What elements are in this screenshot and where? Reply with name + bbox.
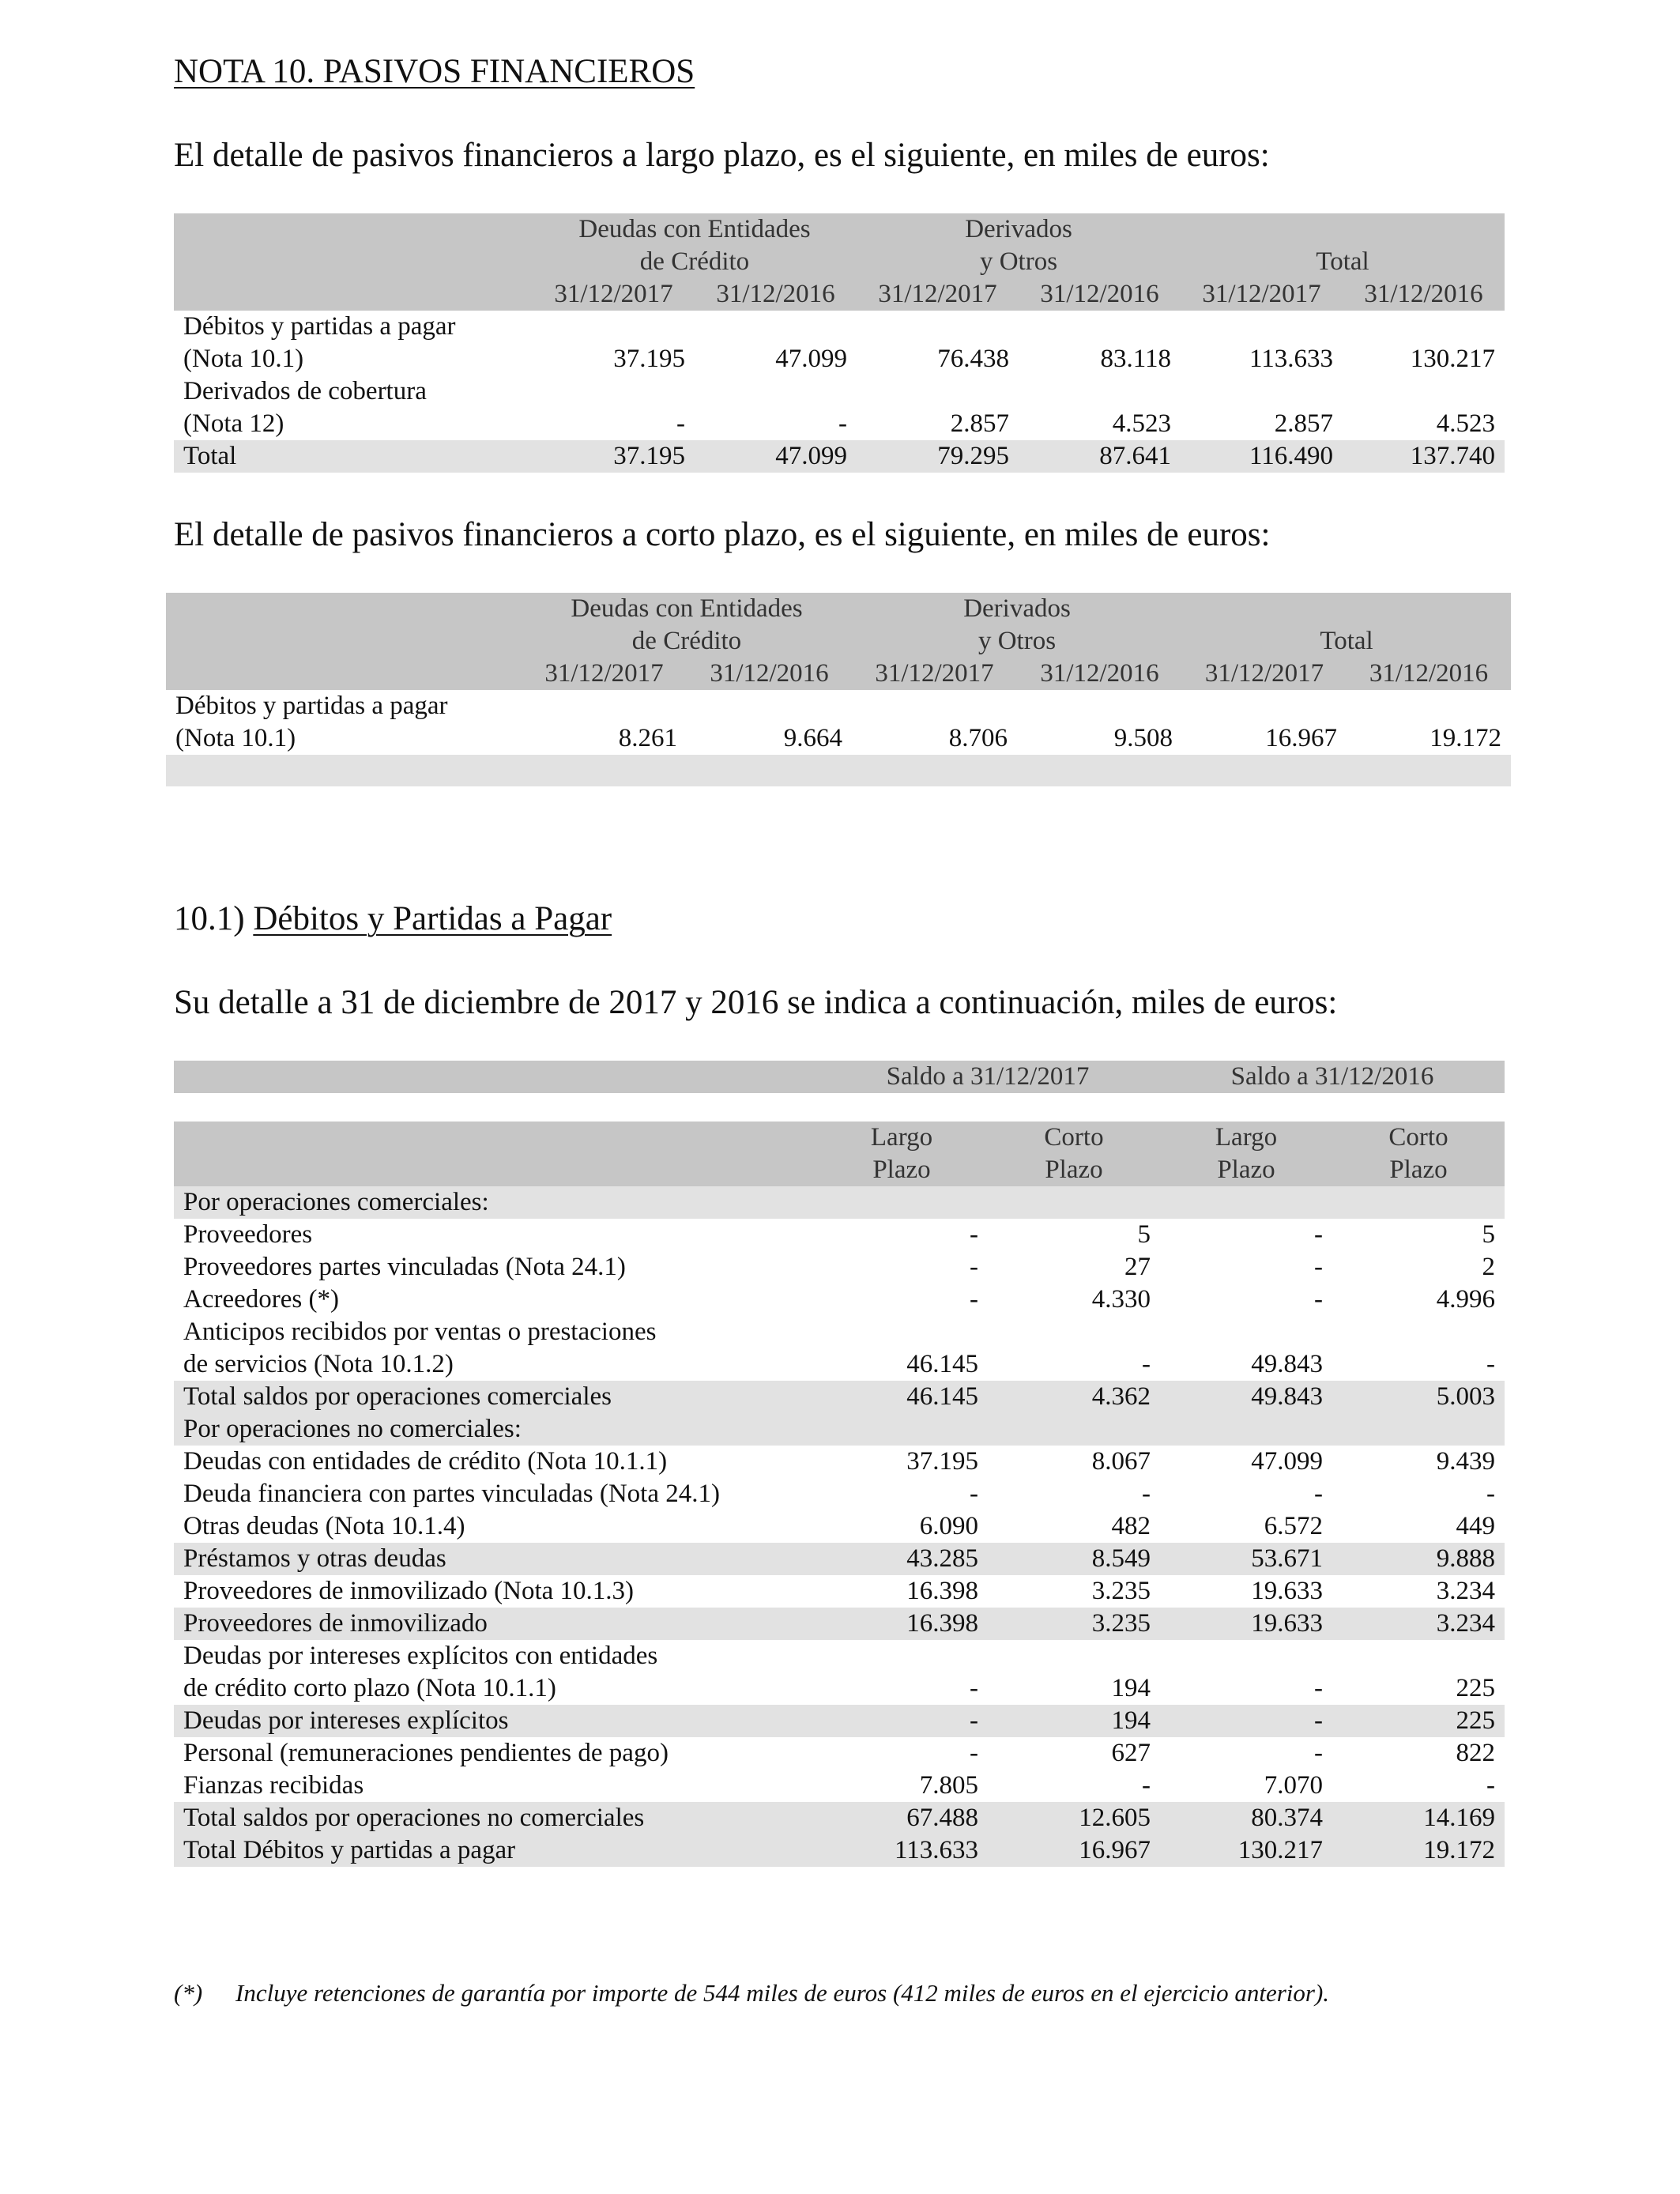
- cell-value: 16.967: [1265, 724, 1338, 752]
- cell-value: 80.374: [1160, 1802, 1332, 1834]
- cell-value: [988, 1640, 1160, 1672]
- table-row: [174, 1413, 1505, 1446]
- row-label: Por operaciones no comerciales:: [174, 1413, 816, 1446]
- cell-value: -: [676, 409, 685, 438]
- row-label: Deudas por intereses explícitos con entidades: [183, 1642, 658, 1670]
- row-label: (Nota 12): [183, 409, 284, 438]
- col-header-corto: Corto: [988, 1122, 1160, 1154]
- cell-value: -: [1160, 1705, 1332, 1737]
- page-title: NOTA 10. PASIVOS FINANCIEROS: [174, 53, 695, 90]
- cell-value: -: [1142, 1350, 1151, 1378]
- cell-value: 225: [1456, 1674, 1495, 1702]
- group-header-total: Total: [1181, 246, 1505, 278]
- date-header: 31/12/2016: [1343, 278, 1505, 311]
- row-label: Proveedores: [183, 1220, 313, 1249]
- cell-value: 87.641: [1019, 440, 1181, 473]
- cell-value: 47.099: [775, 345, 847, 373]
- cell-value: 8.706: [948, 724, 1008, 752]
- cell-value: 19.172: [1332, 1834, 1505, 1867]
- cell-value: 8.261: [618, 724, 677, 752]
- cell-value: 194: [1111, 1674, 1151, 1702]
- cell-value: [816, 1186, 988, 1219]
- row-label: Proveedores de inmovilizado (Nota 10.1.3): [183, 1577, 635, 1605]
- total-row: [174, 440, 1505, 473]
- date-header: 31/12/2016: [695, 278, 857, 311]
- table-row: [174, 343, 1505, 375]
- cell-value: -: [1142, 1480, 1151, 1508]
- cell-value: [1160, 1316, 1332, 1348]
- row-label: Total saldos por operaciones comerciales: [174, 1381, 816, 1413]
- table-row: [174, 1381, 1505, 1413]
- col-header-plazo: Plazo: [816, 1154, 988, 1186]
- table-row: [174, 1316, 1505, 1348]
- row-label: Proveedores de inmovilizado: [174, 1608, 816, 1640]
- table-row: [174, 1608, 1505, 1640]
- group-header-derivatives-l1: Derivados: [852, 593, 1182, 625]
- row-label: Proveedores partes vinculadas (Nota 24.1): [183, 1253, 626, 1281]
- cell-value: [1332, 1413, 1505, 1446]
- row-label: Préstamos y otras deudas: [174, 1543, 816, 1575]
- cell-value: -: [970, 1220, 978, 1249]
- cell-value: [1160, 1186, 1332, 1219]
- table-row: [174, 1672, 1505, 1705]
- row-label: Deuda financiera con partes vinculadas (Nota 24.1): [183, 1480, 720, 1508]
- cell-value: 627: [1111, 1739, 1151, 1767]
- section-title: Débitos y Partidas a Pagar: [253, 900, 612, 937]
- footnote-text: Incluye retenciones de garantía por importe de 544 miles de euros (412 miles de euros en el ejercicio anterior).: [235, 1979, 1330, 2007]
- intro-detail: Su detalle a 31 de diciembre de 2017 y 2016 se indica a continuación, miles de euros:: [174, 984, 1338, 1021]
- group-header-total: Total: [1182, 625, 1511, 658]
- col-header-plazo: Plazo: [1332, 1154, 1505, 1186]
- cell-value: [1160, 1640, 1332, 1672]
- group-header-credit-l1: Deudas con Entidades: [533, 213, 857, 246]
- cell-value: 67.488: [816, 1802, 988, 1834]
- date-header: 31/12/2017: [852, 658, 1017, 690]
- cell-value: 79.295: [857, 440, 1019, 473]
- cell-value: -: [816, 1705, 988, 1737]
- cell-value: 4.996: [1436, 1285, 1495, 1314]
- section-number: 10.1): [174, 900, 245, 937]
- row-label: Débitos y partidas a pagar: [175, 692, 448, 720]
- cell-value: 49.843: [1251, 1350, 1323, 1378]
- col-header-plazo: Plazo: [988, 1154, 1160, 1186]
- cell-value: -: [970, 1285, 978, 1314]
- date-header: 31/12/2017: [1181, 278, 1343, 311]
- table-row: [174, 408, 1505, 440]
- table-row: [174, 1770, 1505, 1802]
- row-label: (Nota 10.1): [175, 724, 296, 752]
- cell-value: 19.633: [1160, 1608, 1332, 1640]
- cell-value: [816, 1413, 988, 1446]
- cell-value: [988, 1316, 1160, 1348]
- row-label: Débitos y partidas a pagar: [183, 312, 456, 341]
- table-row: [174, 1802, 1505, 1834]
- cell-value: -: [1486, 1350, 1495, 1378]
- cell-value: 9.888: [1332, 1543, 1505, 1575]
- date-header: 31/12/2017: [533, 278, 695, 311]
- footnote: [174, 1979, 1329, 2007]
- col-header-corto: Corto: [1332, 1122, 1505, 1154]
- cell-value: 3.235: [1091, 1577, 1151, 1605]
- cell-value: 46.145: [816, 1381, 988, 1413]
- table-row: [174, 1834, 1505, 1867]
- long-term-liabilities-table: [174, 213, 1505, 473]
- date-header: 31/12/2017: [1182, 658, 1347, 690]
- table-row: [174, 1510, 1505, 1543]
- row-label: Por operaciones comerciales:: [174, 1186, 816, 1219]
- cell-value: 2.857: [950, 409, 1009, 438]
- date-header: 31/12/2016: [1347, 658, 1511, 690]
- group-header-derivatives-l2: y Otros: [852, 625, 1182, 658]
- cell-value: 5: [1482, 1220, 1495, 1249]
- cell-value: 37.195: [533, 440, 695, 473]
- cell-value: 137.740: [1343, 440, 1505, 473]
- cell-value: 3.235: [988, 1608, 1160, 1640]
- cell-value: 482: [1111, 1512, 1151, 1540]
- cell-value: 7.070: [1264, 1771, 1323, 1800]
- cell-value: 2: [1482, 1253, 1495, 1281]
- cell-value: -: [838, 409, 847, 438]
- cell-value: 449: [1456, 1512, 1495, 1540]
- table-row: [174, 1251, 1505, 1284]
- row-label: Total: [174, 440, 533, 473]
- cell-value: -: [1314, 1253, 1323, 1281]
- date-header: 31/12/2017: [522, 658, 687, 690]
- table-row: [174, 1219, 1505, 1251]
- cell-value: [816, 1316, 988, 1348]
- cell-value: 5.003: [1332, 1381, 1505, 1413]
- footnote-mark: (*): [174, 1979, 203, 2007]
- cell-value: -: [1486, 1771, 1495, 1800]
- cell-value: 4.523: [1436, 409, 1496, 438]
- cell-value: 19.633: [1251, 1577, 1323, 1605]
- date-header: 31/12/2016: [1019, 278, 1181, 311]
- cell-value: -: [1486, 1480, 1495, 1508]
- cell-value: 6.090: [919, 1512, 978, 1540]
- table-row: [174, 311, 1505, 343]
- col-header-largo: Largo: [1160, 1122, 1332, 1154]
- cell-value: 53.671: [1160, 1543, 1332, 1575]
- cell-value: [988, 1186, 1160, 1219]
- table-row: [174, 1284, 1505, 1316]
- table-row: [174, 1543, 1505, 1575]
- cell-value: 16.967: [988, 1834, 1160, 1867]
- table-row: [166, 722, 1511, 755]
- cell-value: -: [1314, 1480, 1323, 1508]
- cell-value: 116.490: [1181, 440, 1343, 473]
- group-header-credit-l2: de Crédito: [522, 625, 852, 658]
- table-row: [166, 690, 1511, 722]
- cell-value: 9.508: [1113, 724, 1173, 752]
- cell-value: -: [970, 1253, 978, 1281]
- cell-value: -: [1314, 1220, 1323, 1249]
- cell-value: 194: [988, 1705, 1160, 1737]
- cell-value: 3.234: [1332, 1608, 1505, 1640]
- cell-value: -: [1314, 1674, 1323, 1702]
- cell-value: 9.664: [783, 724, 842, 752]
- section-heading: [174, 899, 612, 938]
- saldo-2016-header: Saldo a 31/12/2016: [1160, 1061, 1505, 1093]
- cell-value: 43.285: [816, 1543, 988, 1575]
- table-row: [174, 1478, 1505, 1510]
- cell-value: -: [970, 1739, 978, 1767]
- row-label: Anticipos recibidos por ventas o prestaciones: [183, 1318, 657, 1346]
- cell-value: 47.099: [1251, 1447, 1323, 1476]
- table-row: [174, 1348, 1505, 1381]
- cell-value: 7.805: [919, 1771, 978, 1800]
- intro-long-term: El detalle de pasivos financieros a largo plazo, es el siguiente, en miles de euros:: [174, 137, 1270, 174]
- date-header: 31/12/2017: [857, 278, 1019, 311]
- cell-value: -: [1314, 1285, 1323, 1314]
- cell-value: -: [970, 1674, 978, 1702]
- cell-value: [988, 1413, 1160, 1446]
- short-term-liabilities-table: [166, 593, 1511, 786]
- row-label: Fianzas recibidas: [183, 1771, 364, 1800]
- saldo-2017-header: Saldo a 31/12/2017: [816, 1061, 1160, 1093]
- cell-value: 19.172: [1430, 724, 1502, 752]
- cell-value: -: [1314, 1739, 1323, 1767]
- row-label: Acreedores (*): [183, 1285, 339, 1314]
- cell-value: 16.398: [906, 1577, 978, 1605]
- date-header: 31/12/2016: [687, 658, 852, 690]
- table-row: [174, 1737, 1505, 1770]
- row-label: Deudas por intereses explícitos: [174, 1705, 816, 1737]
- date-header: 31/12/2016: [1017, 658, 1182, 690]
- cell-value: 46.145: [906, 1350, 978, 1378]
- empty-total-row: [166, 755, 1511, 786]
- row-label: (Nota 10.1): [183, 345, 304, 373]
- cell-value: 6.572: [1264, 1512, 1323, 1540]
- cell-value: [1332, 1186, 1505, 1219]
- table-row: [174, 1705, 1505, 1737]
- table-row: [174, 1640, 1505, 1672]
- cell-value: 37.195: [613, 345, 685, 373]
- cell-value: -: [970, 1480, 978, 1508]
- cell-value: 14.169: [1332, 1802, 1505, 1834]
- intro-short-term: El detalle de pasivos financieros a corto plazo, es el siguiente, en miles de euros:: [174, 516, 1271, 553]
- row-label: Total Débitos y partidas a pagar: [174, 1834, 816, 1867]
- cell-value: 76.438: [937, 345, 1009, 373]
- group-header-derivatives-l1: Derivados: [857, 213, 1181, 246]
- cell-value: 4.330: [1091, 1285, 1151, 1314]
- cell-value: 113.633: [816, 1834, 988, 1867]
- group-header-derivatives-l2: y Otros: [857, 246, 1181, 278]
- group-header-credit-l1: Deudas con Entidades: [522, 593, 852, 625]
- payables-detail-table: [174, 1061, 1505, 1867]
- cell-value: [1160, 1413, 1332, 1446]
- cell-value: 225: [1332, 1705, 1505, 1737]
- table-row: [174, 1575, 1505, 1608]
- cell-value: 2.857: [1274, 409, 1334, 438]
- row-label: Derivados de cobertura: [183, 377, 427, 405]
- cell-value: 49.843: [1160, 1381, 1332, 1413]
- cell-value: [1332, 1316, 1505, 1348]
- table-row: [174, 1186, 1505, 1219]
- cell-value: 83.118: [1100, 345, 1172, 373]
- cell-value: [1332, 1640, 1505, 1672]
- table-row: [174, 1446, 1505, 1478]
- row-label: Otras deudas (Nota 10.1.4): [183, 1512, 465, 1540]
- cell-value: 12.605: [988, 1802, 1160, 1834]
- cell-value: 4.523: [1112, 409, 1172, 438]
- col-header-plazo: Plazo: [1160, 1154, 1332, 1186]
- row-label: Total saldos por operaciones no comerciales: [174, 1802, 816, 1834]
- cell-value: 8.067: [1091, 1447, 1151, 1476]
- row-label: de servicios (Nota 10.1.2): [183, 1350, 454, 1378]
- cell-value: 822: [1456, 1739, 1495, 1767]
- cell-value: 47.099: [695, 440, 857, 473]
- cell-value: 130.217: [1160, 1834, 1332, 1867]
- row-label: de crédito corto plazo (Nota 10.1.1): [183, 1674, 556, 1702]
- cell-value: -: [1142, 1771, 1151, 1800]
- cell-value: 4.362: [988, 1381, 1160, 1413]
- cell-value: 113.633: [1249, 345, 1334, 373]
- row-label: Personal (remuneraciones pendientes de pago): [183, 1739, 669, 1767]
- cell-value: 8.549: [988, 1543, 1160, 1575]
- group-header-credit-l2: de Crédito: [533, 246, 857, 278]
- table-row: [174, 375, 1505, 408]
- cell-value: 3.234: [1436, 1577, 1495, 1605]
- cell-value: 130.217: [1410, 345, 1496, 373]
- cell-value: 27: [1124, 1253, 1151, 1281]
- cell-value: 16.398: [816, 1608, 988, 1640]
- row-label: Deudas con entidades de crédito (Nota 10.1.1): [183, 1447, 668, 1476]
- cell-value: 9.439: [1436, 1447, 1495, 1476]
- cell-value: 5: [1137, 1220, 1151, 1249]
- cell-value: 37.195: [906, 1447, 978, 1476]
- col-header-largo: Largo: [816, 1122, 988, 1154]
- cell-value: [816, 1640, 988, 1672]
